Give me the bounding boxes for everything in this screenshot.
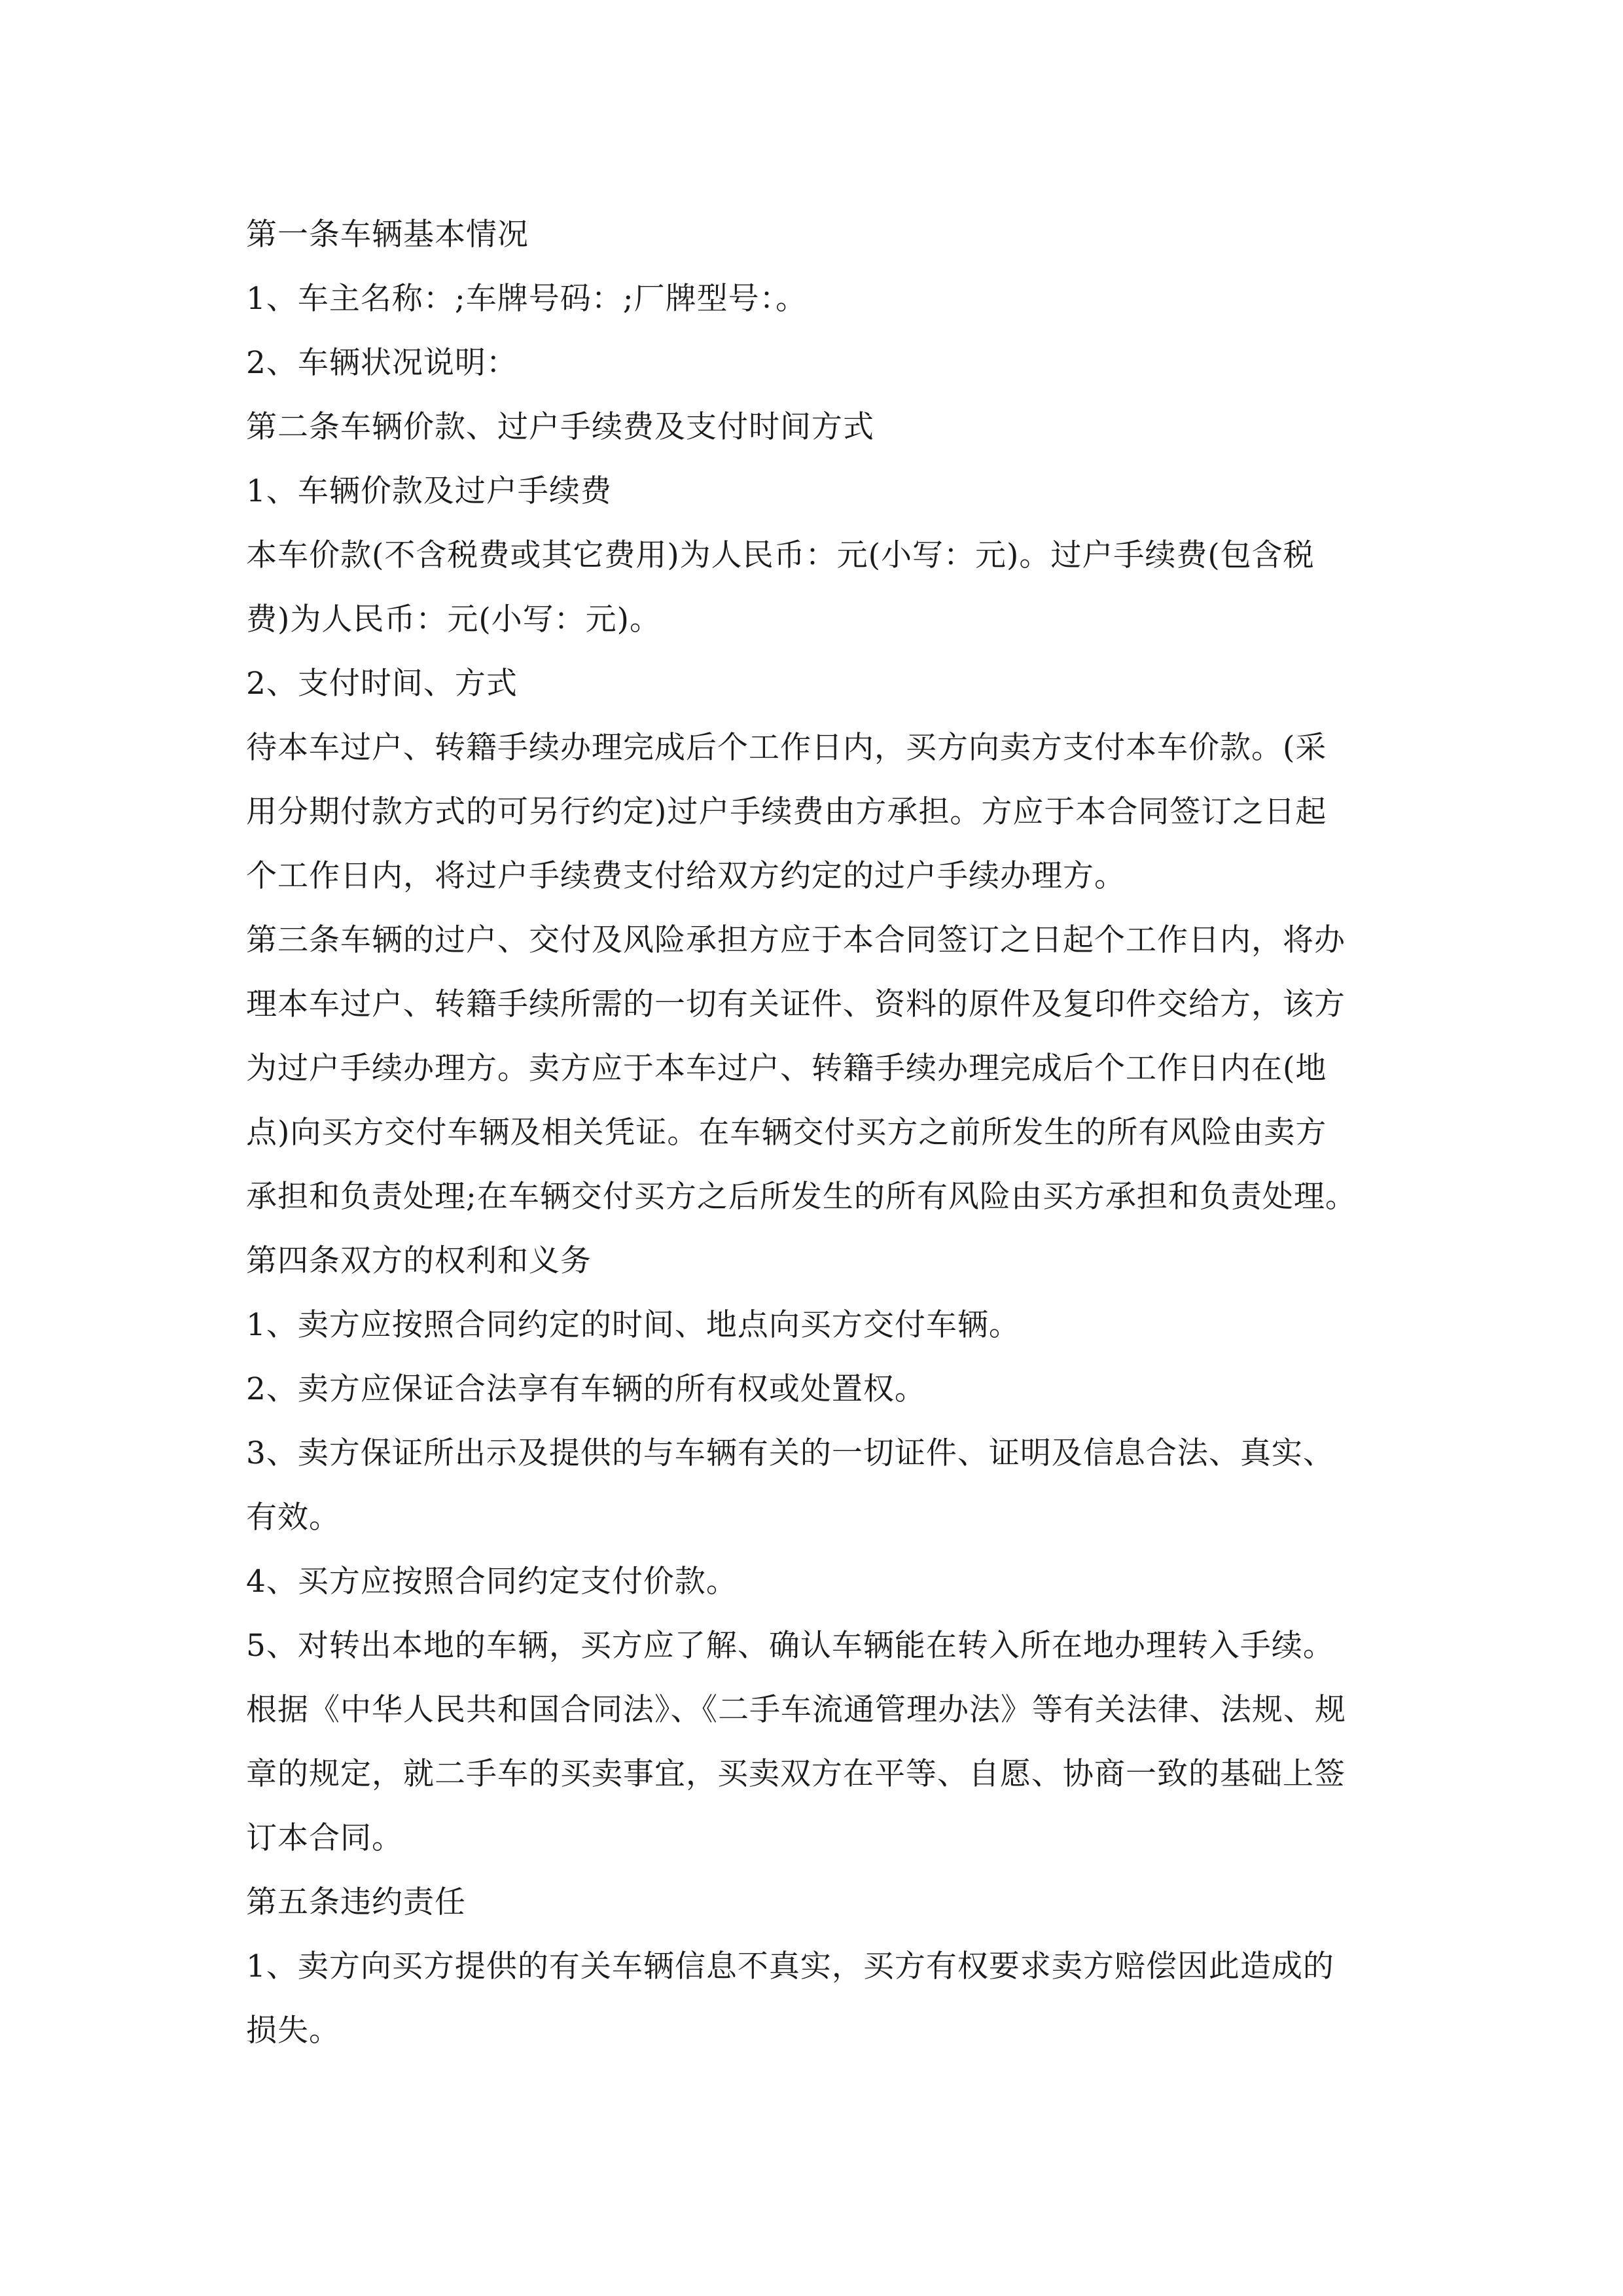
article-5-heading: 第五条违约责任: [246, 1884, 466, 1920]
text-line: 用分期付款方式的可另行约定)过户手续费由方承担。方应于本合同签订之日起: [246, 794, 1327, 830]
text-line: 个工作日内，将过户手续费支付给双方约定的过户手续办理方。: [246, 858, 1126, 894]
text-line: 1、卖方应按照合同约定的时间、地点向买方交付车辆。: [246, 1307, 1020, 1343]
article-2-heading: 第二条车辆价款、过户手续费及支付时间方式: [246, 409, 874, 445]
text-line: 2、车辆状况说明：: [246, 345, 518, 381]
text-line: 章的规定，就二手车的买卖事宜，买卖双方在平等、自愿、协商一致的基础上签: [246, 1756, 1346, 1792]
document-body: [246, 203, 1398, 2063]
text-line: 5、对转出本地的车辆，买方应了解、确认车辆能在转入所在地办理转入手续。: [246, 1628, 1334, 1664]
text-line: 有效。: [246, 1499, 340, 1535]
text-line: 1、车辆价款及过户手续费: [246, 473, 612, 509]
article-3-heading: 第三条车辆的过户、交付及风险承担方应于本合同签订之日起个工作日内，将办: [246, 922, 1346, 958]
text-line: 1、车主名称：;车牌号码：;厂牌型号：。: [246, 281, 808, 317]
text-line: 理本车过户、转籍手续所需的一切有关证件、资料的原件及复印件交给方，该方: [246, 986, 1346, 1022]
text-line: 订本合同。: [246, 1820, 403, 1856]
text-line: 点)向买方交付车辆及相关凭证。在车辆交付买方之前所发生的所有风险由卖方: [246, 1115, 1327, 1151]
article-1-heading: 第一条车辆基本情况: [246, 217, 529, 253]
text-line: 损失。: [246, 2013, 340, 2049]
text-line: 4、买方应按照合同约定支付价款。: [246, 1564, 738, 1600]
text-line: 为过户手续办理方。卖方应于本车过户、转籍手续办理完成后个工作日内在(地: [246, 1050, 1327, 1086]
text-line: 费)为人民币：元(小写：元)。: [246, 601, 662, 637]
text-line: 1、卖方向买方提供的有关车辆信息不真实，买方有权要求卖方赔偿因此造成的: [246, 1948, 1334, 1984]
text-line: 根据《中华人民共和国合同法》、《二手车流通管理办法》等有关法律、法规、规: [246, 1692, 1346, 1728]
text-line: 本车价款(不含税费或其它费用)为人民币：元(小写：元)。过户手续费(包含税: [246, 537, 1315, 573]
article-4-heading: 第四条双方的权利和义务: [246, 1243, 592, 1279]
text-line: 待本车过户、转籍手续办理完成后个工作日内，买方向卖方支付本车价款。(采: [246, 730, 1327, 766]
text-line: 承担和负责处理;在车辆交付买方之后所发生的所有风险由买方承担和负责处理。: [246, 1179, 1357, 1215]
text-line: 2、支付时间、方式: [246, 666, 518, 702]
text-line: 3、卖方保证所出示及提供的与车辆有关的一切证件、证明及信息合法、真实、: [246, 1435, 1334, 1471]
text-line: 2、卖方应保证合法享有车辆的所有权或处置权。: [246, 1371, 926, 1407]
